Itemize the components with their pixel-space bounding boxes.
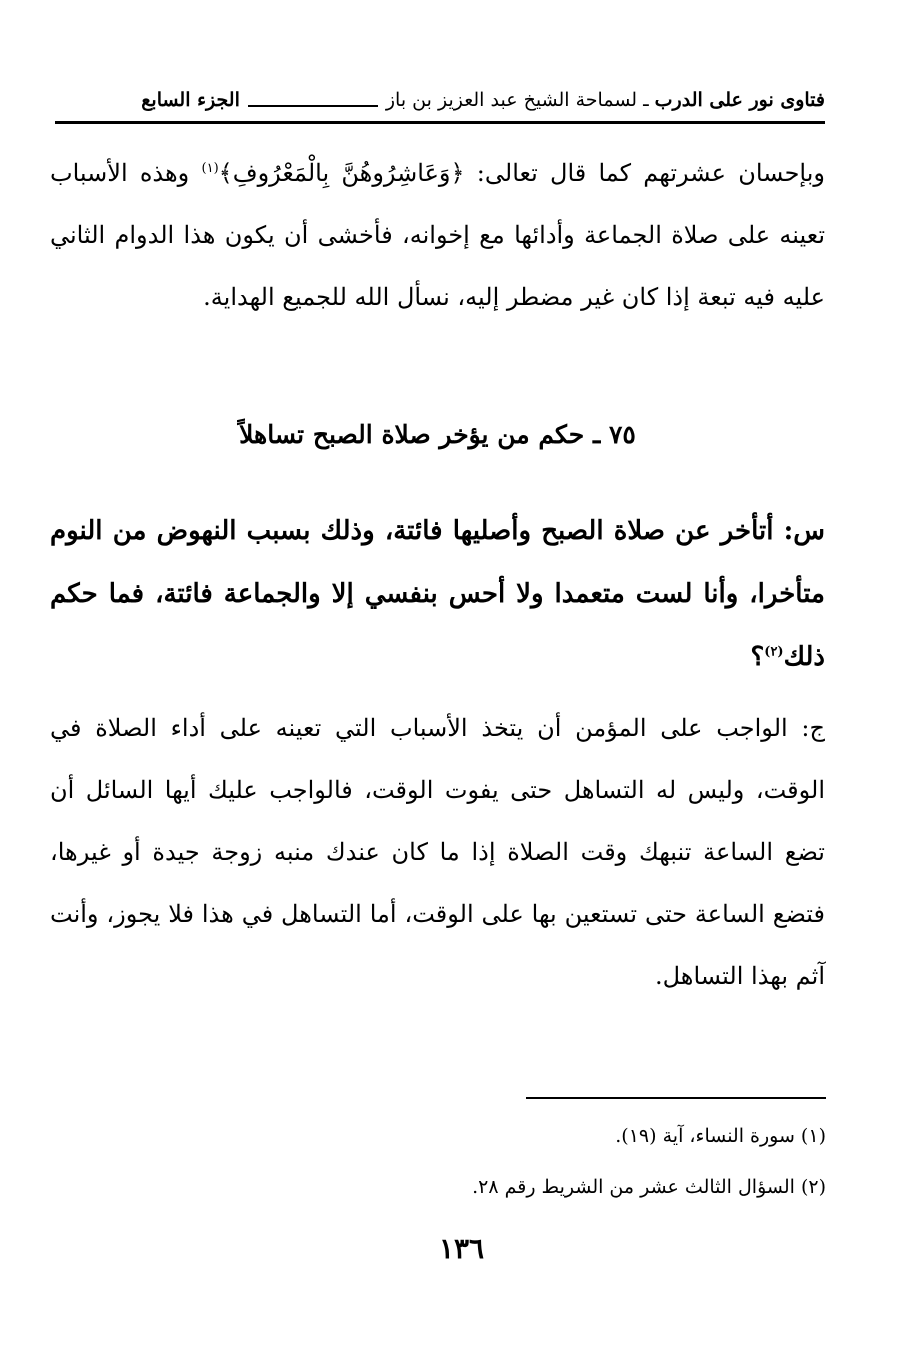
header-rule bbox=[55, 121, 825, 124]
section-heading: ٧٥ ـ حكم من يؤخر صلاة الصبح تساهلاً bbox=[239, 420, 636, 449]
footnote-2: (٢) السؤال الثالث عشر من الشريط رقم ٢٨. bbox=[472, 1176, 826, 1198]
answer-paragraph: ج: الواجب على المؤمن أن يتخذ الأسباب التي تعينه على أداء الصلاة في الوقت، وليس له التساهل حتى يفوت الوقت، فالواجب عليك أيها السائل أن تضع الساعة تنبهك وقت الصلاة إذا ما كان عندك منبه زوجة جيدة أو غيرها، فتضع الساعة حتى تستعين بها على الوقت، أما التساهل في هذا فلا يجوز، وأنت آثم بهذا التساهل. bbox=[50, 714, 825, 990]
header-separator: ـ bbox=[643, 89, 649, 111]
quran-verse: ﴿وَعَاشِرُوهُنَّ بِالْمَعْرُوفِ﴾ bbox=[218, 159, 465, 187]
header-part: الجزء السابع bbox=[141, 89, 240, 111]
footnote-1: (١) سورة النساء، آية (١٩). bbox=[615, 1125, 826, 1147]
footnote-ref-1: (١) bbox=[201, 161, 219, 176]
page-number: ١٣٦ bbox=[438, 1232, 485, 1265]
paragraph-continuation bbox=[50, 142, 825, 328]
question-mark: ؟ bbox=[750, 642, 765, 672]
header-dash-line bbox=[248, 93, 378, 107]
running-header bbox=[55, 82, 825, 118]
header-author: لسماحة الشيخ عبد العزيز بن باز bbox=[385, 89, 638, 111]
paragraph-text-end: وهذه الأسباب تعينه على صلاة الجماعة وأدائها مع إخوانه، فأخشى أن يكون هذا الدوام الثاني عليه فيه تبعة إذا كان غير مضطر إليه، نسأل الله للجميع الهداية. bbox=[50, 159, 825, 311]
footnote-ref-2: (٢) bbox=[764, 644, 784, 660]
question-paragraph bbox=[50, 500, 825, 689]
question-text: س: أتأخر عن صلاة الصبح وأصليها فائتة، وذلك بسبب النهوض من النوم متأخرا، وأنا لست متعمدا ولا أحس بنفسي إلا والجماعة فائتة، فما حكم ذلك bbox=[50, 516, 825, 672]
footnote-rule bbox=[526, 1097, 826, 1099]
header-book-title: فتاوى نور على الدرب bbox=[654, 89, 825, 111]
paragraph-text-start: وبإحسان عشرتهم كما قال تعالى: bbox=[464, 159, 825, 187]
